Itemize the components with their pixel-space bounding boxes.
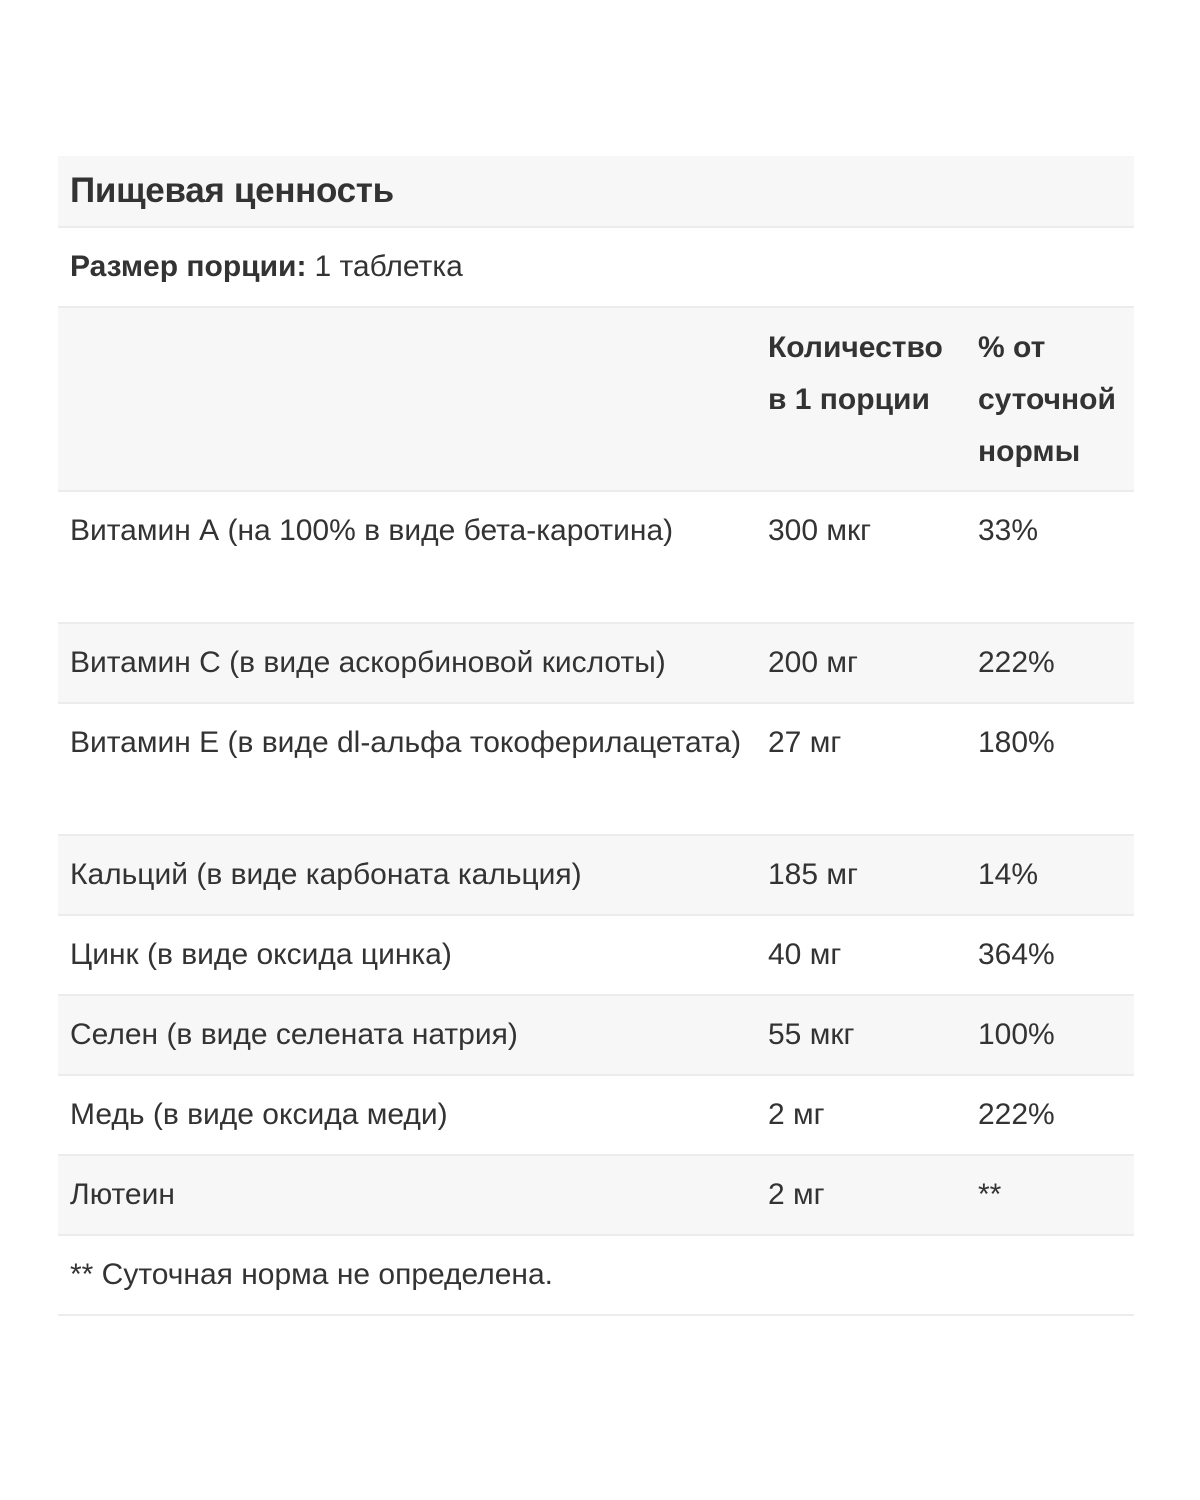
nutrient-name: Витамин А (на 100% в виде бета-каротина) <box>70 514 674 547</box>
table-row <box>58 1156 1134 1236</box>
amount-header-line: Количество <box>768 331 943 364</box>
table-row <box>58 836 1134 916</box>
serving-size-label: Размер порции: <box>70 250 307 283</box>
nutrient-name: Кальций (в виде карбоната кальция) <box>70 858 582 891</box>
daily-header-line: % от <box>978 331 1046 364</box>
daily-header-line: суточной <box>978 383 1116 416</box>
nutrient-daily-value: ** <box>978 1178 1002 1211</box>
table-row <box>58 624 1134 704</box>
nutrient-daily-value: 14% <box>978 858 1039 891</box>
column-header-daily-value <box>966 322 1134 490</box>
footnote: ** Суточная норма не определена. <box>58 1236 1134 1316</box>
nutrient-name: Селен (в виде селената натрия) <box>70 1018 518 1051</box>
column-header-row <box>58 308 1134 492</box>
nutrient-amount: 2 мг <box>768 1098 825 1131</box>
nutrient-name: Витамин С (в виде аскорбиновой кислоты) <box>70 646 666 679</box>
nutrient-daily-value: 180% <box>978 726 1055 759</box>
nutrient-daily-value: 222% <box>978 1098 1055 1131</box>
table-row <box>58 704 1134 836</box>
nutrient-daily-value: 100% <box>978 1018 1055 1051</box>
nutrient-daily-value: 222% <box>978 646 1055 679</box>
table-title: Пищевая ценность <box>70 171 394 210</box>
serving-size-value: 1 таблетка <box>314 250 463 283</box>
nutrition-facts-table <box>58 156 1134 1316</box>
table-row <box>58 492 1134 624</box>
amount-header-line: в 1 порции <box>768 383 930 416</box>
nutrient-name: Витамин Е (в виде dl-альфа токоферилацетата) <box>70 726 742 759</box>
nutrient-amount: 2 мг <box>768 1178 825 1211</box>
nutrient-daily-value: 364% <box>978 938 1055 971</box>
table-row <box>58 1076 1134 1156</box>
table-header <box>58 156 1134 228</box>
nutrient-amount: 300 мкг <box>768 514 872 547</box>
nutrient-amount: 40 мг <box>768 938 842 971</box>
nutrient-amount: 200 мг <box>768 646 858 679</box>
nutrient-name: Цинк (в виде оксида цинка) <box>70 938 452 971</box>
nutrient-daily-value: 33% <box>978 514 1039 547</box>
nutrient-amount: 55 мкг <box>768 1018 855 1051</box>
column-header-amount <box>756 322 966 490</box>
nutrient-name: Лютеин <box>70 1178 175 1211</box>
serving-size-row <box>58 228 1134 308</box>
nutrient-name: Медь (в виде оксида меди) <box>70 1098 448 1131</box>
column-header-nutrient <box>58 322 756 490</box>
daily-header-line: нормы <box>978 435 1081 468</box>
nutrient-amount: 27 мг <box>768 726 842 759</box>
table-row <box>58 996 1134 1076</box>
nutrient-amount: 185 мг <box>768 858 858 891</box>
table-row <box>58 916 1134 996</box>
